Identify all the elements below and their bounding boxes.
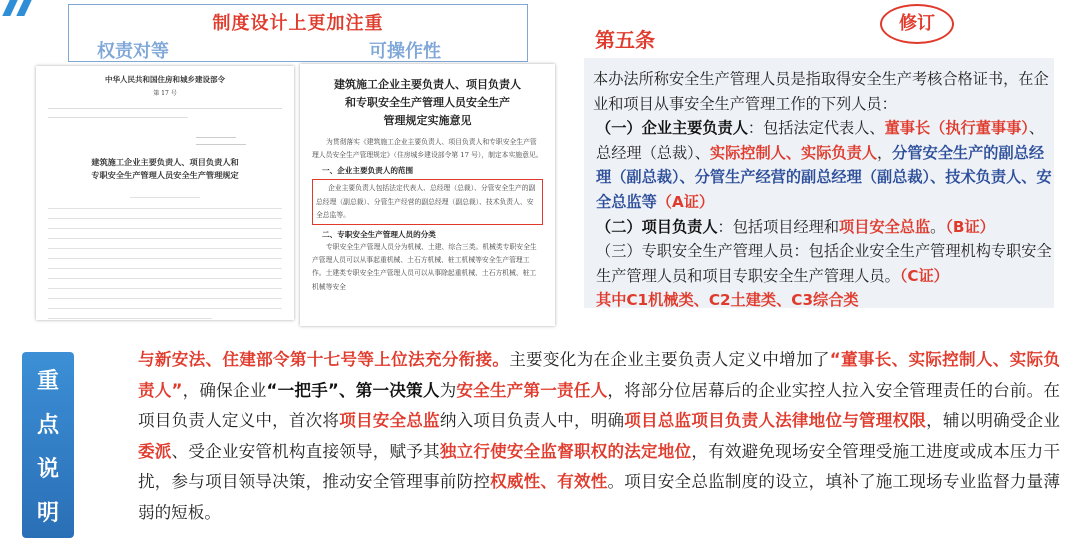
doc-signature-block [196,131,294,147]
doc-reg-title-1: 建筑施工企业主要负责人、项目负责人和 [91,157,239,167]
doc-body-lines [48,191,282,319]
article-item-3 [593,239,1055,313]
doc2-section-2: 二、专职安全生产管理人员的分类 [322,230,436,240]
note-text-10: 纳入项目负责人中，明确 [439,411,625,430]
item1-text-b: 、总经理（总裁）、 [596,119,1045,162]
key-notes-paragraph [100,345,1060,528]
implementation-opinion-document [300,64,555,326]
item1-blue: 分管安全生产的副总经理（副总裁）、分管生产经营的副总经理（副总裁）、技术负责人、安全总监等 [596,143,1052,211]
article-intro: 本办法所称安全生产管理人员是指取得安全生产考核合格证书，在企业和项目从事安全生产管理工作的下列人员： [593,70,1049,113]
item2-end: 。 [930,217,946,236]
banner-right-label: 可操作性 [369,41,441,62]
note-text-6: 为 [439,380,457,400]
item3-text: （三）专职安全生产管理人员：包括企业安全生产管理机构专职安全生产管理人员和项目专职安全生产管理人员。 [596,242,1052,285]
doc2-intro: 为贯彻落实《建筑施工企业主要负责人、项目负责人和专职安全生产管理人员安全生产管理规定》（住房城乡建设部令第 17 号），制定本实施意见。 [312,138,543,160]
design-banner [68,4,528,62]
doc2-title-3: 管理规定实施意见 [383,114,472,127]
doc2-tail: 专职安全生产管理人员分为机械、土建、综合三类。机械类专职安全生产管理人员可以从事起重机械、土石方机械、桩工机械等安全生产管理工作。土建类专职安全生产管理人员可以从事除起重机械、土石方机械、桩工机械等安全 [312,243,537,291]
note-red-3: “董事长、实际控制人、实际负责人” [138,350,1061,400]
key-char-1: 重 [36,369,59,394]
item3-sub: 其中C1机械类、C2土建类、C3综合类 [596,291,859,310]
article-item-1: （一）企业主要负责人：包括法定代表人、董事长（执行董事事）、总经理（总裁）、实际控制人、实际负责人，分管安全生产的副总经理（副总裁）、分管生产经营的副总经理（副总裁）、技术负责人、安全总监等（A证） [596,119,1052,211]
note-text-14: 、受企业安管机构直接领导，赋予其 [171,441,440,461]
item1-red-a: 董事长（执行董事 [884,119,1007,138]
doc-reg-title-2: 专职安全生产管理人员安全生产管理规定 [91,170,239,180]
item1-red-b: 实际控制人、实际负责人 [709,143,877,162]
key-char-4: 明 [36,501,59,526]
item2-cert: （B证） [945,217,995,236]
note-bold-5: “一把手”、第一决策人 [266,380,440,400]
note-red-11: 项目总监项目负责人法律地位与管理权限 [624,411,927,430]
revision-stamp: 修订 [880,4,954,44]
banner-left-label: 权责对等 [97,41,169,62]
note-text-2: 主要变化为在企业主要负责人定义中增加了 [509,350,830,369]
key-notes-label [22,352,74,538]
note-text-18: 。项目安全总监制度的设立，填补了施工现场专业监督力量薄弱的短板。 [138,472,1061,522]
note-red-17: 权威性、有效性 [490,472,608,491]
note-text-16: ，有效避免现场安全管理受施工进度或成本压力干扰，参与项目领导决策，推动安全管理事前防控 [138,441,1061,491]
note-red-7: 安全生产第一责任人 [456,380,608,400]
note-red-13: 委派 [138,441,172,461]
item1-text-c: ， [876,143,893,162]
doc2-section-1: 一、企业主要负责人的范围 [322,166,414,176]
ministry-order-document [36,66,294,320]
note-red-1: 与新安法、住建部令第十七号等上位法充分衔接。 [138,350,510,369]
article-heading: 第五条 [595,28,655,52]
doc2-title-2: 和专职安全生产管理人员安全生产 [345,96,510,109]
note-text-8: ，将部分位居幕后的企业实控人拉入安全管理责任的台前。在项目负责人定义中，首次将 [138,380,1061,430]
article-text [593,67,1055,313]
item1-cert: （A证） [656,192,715,211]
banner-title: 制度设计上更加注重 [212,13,384,34]
note-red-9: 项目安全总监 [339,411,440,430]
key-char-2: 点 [36,413,59,438]
doc-order-number: 第 17 号 [153,90,177,97]
note-red-15: 独立行使安全监督职权的法定地位 [439,441,692,461]
doc-preamble [48,101,282,131]
doc-ministry-line: 中华人民共和国住房和城乡建设部令 [105,75,225,84]
doc2-title-1: 建筑施工企业主要负责人、项目负责人 [334,78,521,91]
item2-red: 项目安全总监 [839,217,931,236]
corner-accent-2 [16,0,31,16]
doc2-highlighted-clause: 企业主要负责人包括法定代表人、总经理（总裁）、分管安全生产的副总经理（副总裁）、分管生产经营的副总经理（副总裁）、技术负责人、安全总监等。 [312,179,543,225]
article-item-2 [593,215,1055,240]
note-text-12: ，辅以明确受企业 [926,411,1061,430]
item2-text: ：包括项目经理和 [717,217,839,236]
item1-text-a: ：包括法定代表人、 [747,119,885,138]
item3-cert: （C证） [899,266,949,285]
item2-label: （二）项目负责人 [596,217,718,236]
item1-label: （一）企业主要负责人 [596,119,748,138]
note-text-4: ，确保企业 [182,380,267,400]
corner-accent-1 [2,0,17,16]
key-char-3: 说 [36,457,59,482]
